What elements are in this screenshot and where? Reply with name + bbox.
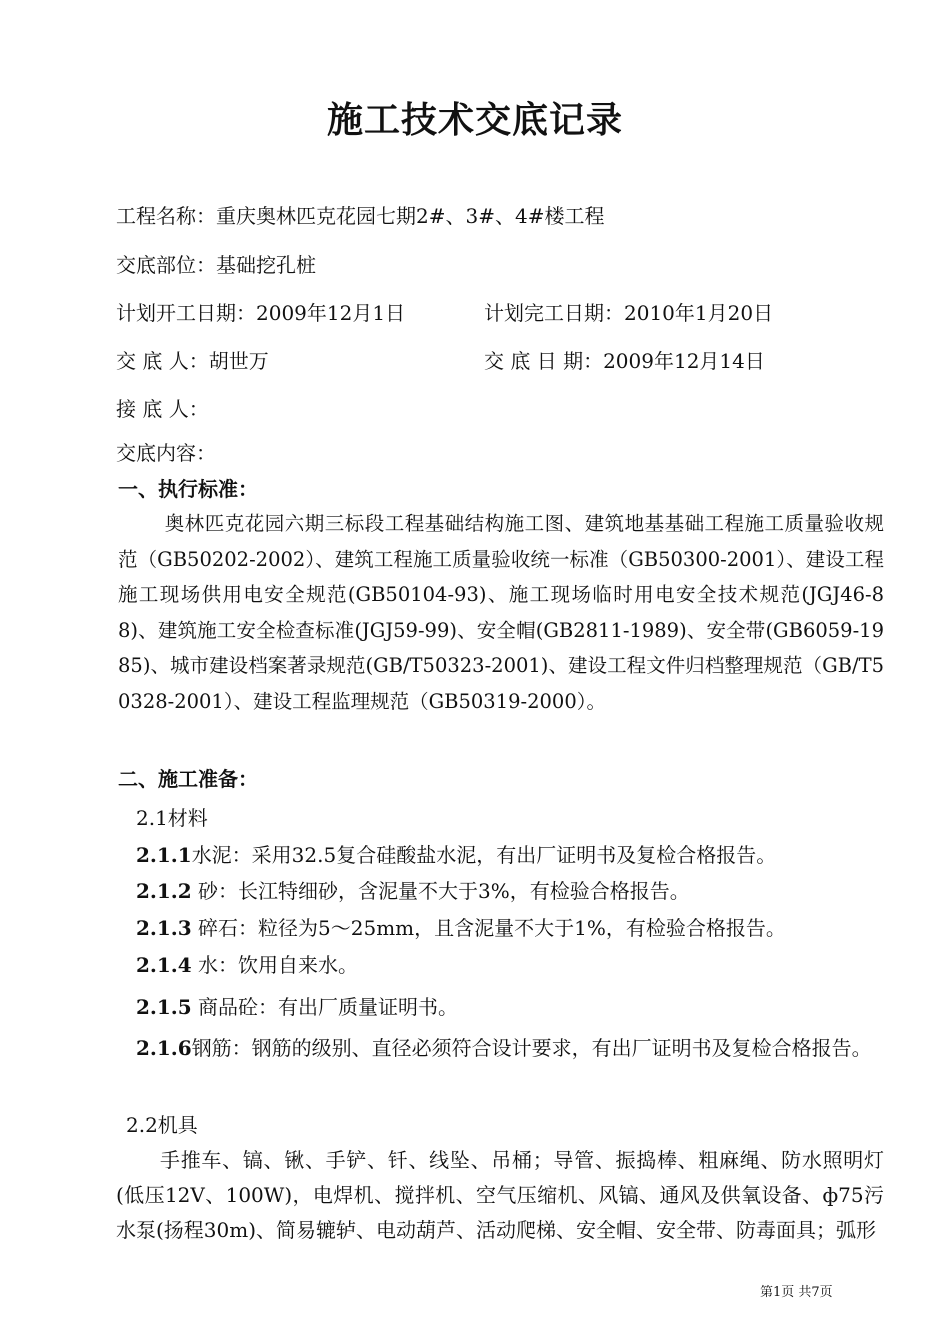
handover-date: 交 底 日 期：2009年12月14日 — [484, 349, 765, 373]
handover-location: 交底部位：基础挖孔桩 — [116, 253, 316, 277]
item-number: 2.1.2 — [136, 879, 192, 903]
item-text: 碎石：粒径为5～25mm，且含泥量不大于1%，有检验合格报告。 — [191, 916, 786, 940]
section-2-1-6 — [118, 1030, 884, 1066]
section-2-2-equipment: 2.2机具 — [126, 1113, 198, 1137]
project-name: 工程名称：重庆奥林匹克花园七期2#、3#、4#楼工程 — [116, 204, 605, 228]
receiver: 接 底 人： — [116, 397, 209, 421]
item-text: 钢筋：钢筋的级别、直径必须符合设计要求，有出厂证明书及复检合格报告。 — [191, 1036, 872, 1060]
section-2-1-3 — [136, 912, 786, 941]
document-title: 施工技术交底记录 — [326, 99, 623, 141]
item-text: 砂：长江特细砂，含泥量不大于3%，有检验合格报告。 — [191, 879, 690, 903]
section-2-1-4 — [136, 949, 358, 978]
plan-end-date: 计划完工日期：2010年1月20日 — [484, 301, 774, 325]
item-number: 2.1.1 — [136, 843, 192, 867]
item-number: 2.1.3 — [136, 916, 192, 940]
section-2-1-1 — [136, 839, 776, 868]
item-number: 2.1.4 — [136, 953, 192, 977]
item-number: 2.1.5 — [136, 995, 192, 1019]
plan-start-date: 计划开工日期：2009年12月1日 — [116, 301, 406, 325]
item-text: 商品砼：有出厂质量证明书。 — [191, 995, 459, 1019]
item-number: 2.1.6 — [136, 1036, 192, 1060]
section-2-heading: 二、施工准备： — [118, 767, 258, 791]
presenter: 交 底 人：胡世万 — [116, 349, 269, 373]
section-1-standards-text: 奥林匹克花园六期三标段工程基础结构施工图、建筑地基基础工程施工质量验收规范（GB50202-2002）、建筑工程施工质量验收统一标准（GB50300-2001）、建设工程施工现场供用电安全规范(GB50104-93)、施工现场临时用电安全技术规范(JGJ46-88)、建筑施工安全检查标准(JGJ59-99)、安全帽(GB2811-1989)、安全带(GB6059-1985)、城市建设档案著录规范(GB/T50323-2001)、建设工程文件归档整理规范（GB/T50328-2001）、建设工程监理规范（GB50319-2000）。 — [118, 512, 884, 713]
section-2-1-materials: 2.1材料 — [136, 806, 208, 830]
content-label: 交底内容： — [116, 441, 216, 465]
section-2-1-5 — [136, 991, 458, 1020]
item-text: 水：饮用自来水。 — [191, 953, 359, 977]
section-1-heading: 一、执行标准： — [118, 477, 258, 501]
section-2-1-2 — [136, 875, 690, 904]
page-number: 第1页 共7页 — [760, 1285, 833, 1300]
item-text: 水泥：采用32.5复合硅酸盐水泥，有出厂证明书及复检合格报告。 — [191, 843, 777, 867]
section-2-2-equipment-text: 手推车、镐、锹、手铲、钎、线坠、吊桶；导管、振捣棒、粗麻绳、防水照明灯(低压12V、100W)，电焊机、搅拌机、空气压缩机、风镐、通风及供氧设备、ф75污水泵(扬程30m)、简易辘轳、电动葫芦、活动爬梯、安全帽、安全带、防毒面具；弧形 — [116, 1148, 884, 1242]
